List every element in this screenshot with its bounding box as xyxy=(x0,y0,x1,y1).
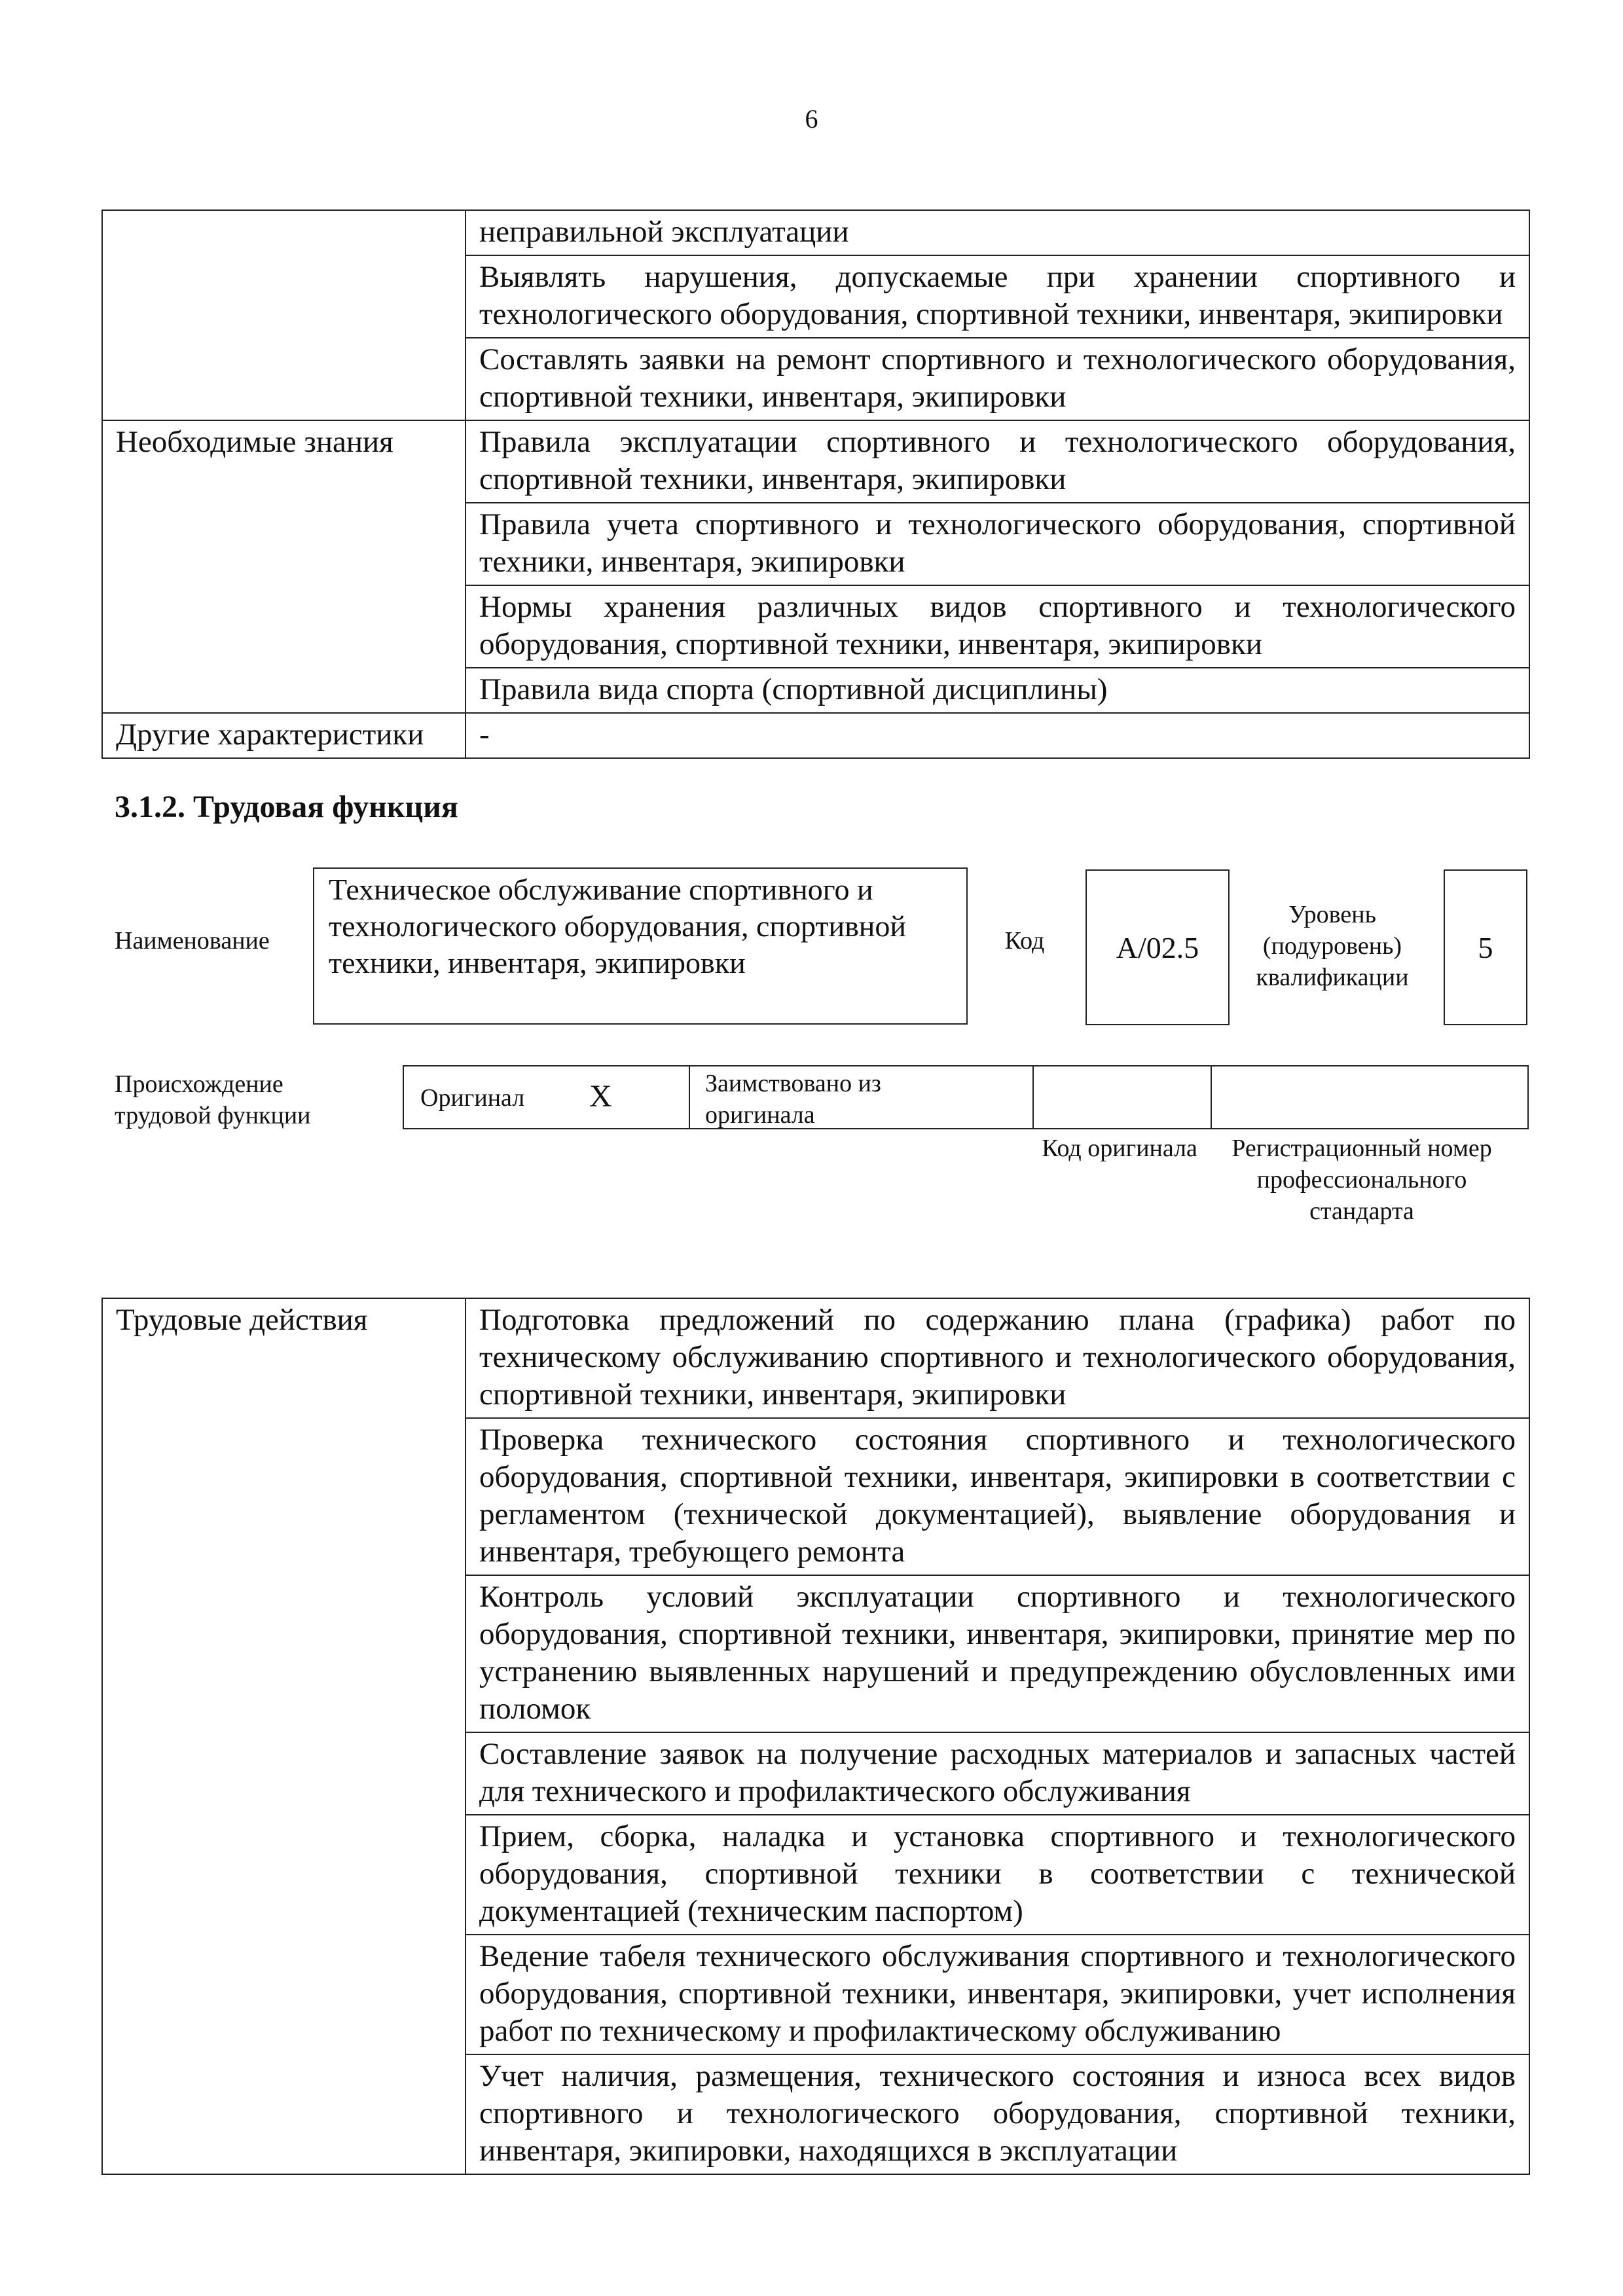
origin-label: Происхождение трудовой функции xyxy=(115,1070,311,1129)
table-cell: Ведение табеля технического обслуживания спортивного и технологического оборудования, спортивной техники, инвентаря, экипировки, учет исполнения работ по техническому и профилактическому обслуживанию xyxy=(465,1935,1529,2054)
function-name-value: Техническое обслуживание спортивного и технологического оборудования, спортивной техники, инвентаря, экипировки xyxy=(329,873,907,979)
origin-divider xyxy=(689,1066,690,1129)
table-cell: Выявлять нарушения, допускаемые при хранении спортивного и технологического оборудования, спортивной техники, инвентаря, экипировки xyxy=(465,255,1529,338)
reg-number-caption: Регистрационный номер профессионального стандарта xyxy=(1231,1135,1492,1225)
table-row xyxy=(102,1298,1529,1418)
table-cell: Составлять заявки на ремонт спортивного и технологического оборудования, спортивной техники, инвентаря, экипировки xyxy=(465,338,1529,420)
code-label: Код xyxy=(1004,927,1045,955)
origin-row xyxy=(403,1065,1529,1129)
borrowed-label: Заимствовано из оригинала xyxy=(705,1070,881,1129)
reg-number-cell xyxy=(1212,1066,1529,1129)
table-cell: Прием, сборка, наладка и установка спортивного и технологического оборудования, спортивной техники в соответствии с технической документацией (техническим паспортом) xyxy=(465,1815,1529,1935)
level-box xyxy=(1444,869,1527,1025)
name-label: Наименование xyxy=(115,927,270,955)
table-cell: Проверка технического состояния спортивного и технологического оборудования, спортивной техники, инвентаря, экипировки в соответствии с регламентом (технической документацией), выявление оборудования и инвентаря, требующего ремонта xyxy=(465,1418,1529,1575)
code-original-caption: Код оригинала xyxy=(1042,1135,1197,1162)
table-row xyxy=(102,713,1529,758)
row-label xyxy=(102,210,465,420)
labor-actions-table xyxy=(101,1298,1530,2175)
level-label: Уровень (подуровень) квалификации xyxy=(1256,901,1409,991)
row-label-actions: Трудовые действия xyxy=(102,1298,465,2174)
table-cell: Нормы хранения различных видов спортивного и технологического оборудования, спортивной техники, инвентаря, экипировки xyxy=(465,585,1529,668)
code-original-cell xyxy=(1034,1066,1211,1129)
row-label-knowledge: Необходимые знания xyxy=(102,420,465,713)
table-cell: Правила учета спортивного и технологического оборудования, спортивной техники, инвентаря, экипировки xyxy=(465,503,1529,585)
section-heading: 3.1.2. Трудовая функция xyxy=(115,790,458,824)
table-cell: Правила эксплуатации спортивного и технологического оборудования, спортивной техники, инвентаря, экипировки xyxy=(465,420,1529,503)
original-label: Оригинал xyxy=(420,1084,525,1112)
table-cell: - xyxy=(465,713,1529,758)
table-cell: Учет наличия, размещения, технического состояния и износа всех видов спортивного и технологического оборудования, спортивной техники, инвентаря, экипировки, находящихся в эксплуатации xyxy=(465,2054,1529,2174)
original-mark: X xyxy=(589,1079,612,1114)
requirements-table xyxy=(101,210,1530,759)
table-cell: Подготовка предложений по содержанию плана (графика) работ по техническому обслуживанию спортивного и технологического оборудования, спортивной техники, инвентаря, экипировки xyxy=(465,1298,1529,1418)
page-number: 6 xyxy=(805,104,818,134)
level-value: 5 xyxy=(1478,930,1493,964)
table-row xyxy=(102,210,1529,255)
code-value: A/02.5 xyxy=(1116,930,1199,964)
table-cell: Контроль условий эксплуатации спортивного и технологического оборудования, спортивной техники, инвентаря, экипировки, принятие мер по устранению выявленных нарушений и предупреждению обусловленных ими поломок xyxy=(465,1575,1529,1732)
table-cell: неправильной эксплуатации xyxy=(465,210,1529,255)
row-label-other: Другие характеристики xyxy=(102,713,465,758)
code-box xyxy=(1085,869,1230,1025)
table-cell: Составление заявок на получение расходных материалов и запасных частей для технического и профилактического обслуживания xyxy=(465,1732,1529,1815)
table-cell: Правила вида спорта (спортивной дисциплины) xyxy=(465,668,1529,713)
table-row xyxy=(102,420,1529,503)
function-name-box xyxy=(313,867,968,1025)
